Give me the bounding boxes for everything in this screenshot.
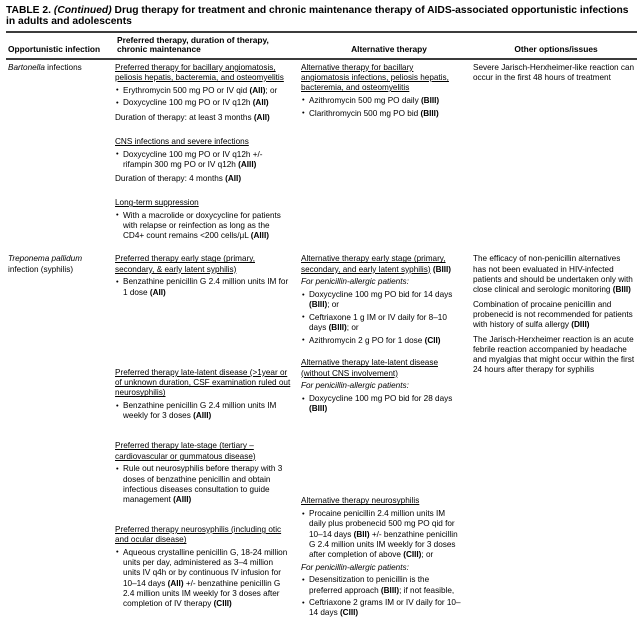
bullet-icon: •: [302, 574, 305, 584]
preferred-subrow: [115, 63, 291, 242]
infection-name: [8, 254, 115, 618]
bullet-icon: •: [302, 597, 305, 607]
alternative-subrow: [301, 254, 461, 358]
bullet-icon: •: [116, 400, 119, 410]
therapy-heading-text: Alternative therapy for bacillary angiomatosis infections, peliosis hepatis, bacteremia, and osteomyelitis: [301, 62, 449, 93]
infection-name: [8, 63, 115, 242]
bullet-icon: •: [302, 108, 305, 118]
therapy-bullet: [115, 98, 291, 108]
issue-paragraph: The Jarisch-Herxheimer reaction is an acute febrile reaction accompanied by headache and myalgias that might occur within the first 24 hours after therapy for syphilis: [473, 334, 635, 375]
therapy-bullet-text: Procaine penicillin 2.4 million units IM daily plus probenecid 500 mg PO qid for 10–14 days (BII) +/- benzathine penicillin G 2.4 million units IM weekly for 3 doses after completion of above (CIII); or: [309, 509, 458, 559]
issue-paragraph: Combination of procaine penicillin and probenecid is not recommended for patients with history of sulfa allergy (DIII): [473, 299, 633, 330]
table-row: [8, 63, 637, 242]
therapy-block: [115, 63, 291, 123]
therapy-bullet-text: Doxycycline 100 mg PO bid for 28 days (BIII): [309, 394, 453, 414]
therapy-bullet: [115, 464, 291, 505]
therapy-bullet: [301, 96, 461, 106]
therapy-bullet: [301, 509, 461, 560]
therapy-block: [115, 198, 291, 241]
infection-name-rest: infection (syphilis): [8, 264, 74, 274]
bullet-icon: •: [302, 508, 305, 518]
preferred-subrow: [115, 368, 291, 442]
therapy-note: For penicillin-allergic patients:: [301, 381, 409, 391]
therapy-heading-text: Alternative therapy neurosyphilis: [301, 496, 420, 506]
therapy-block: [115, 441, 291, 505]
therapy-bullet-text: Rule out neurosyphilis before therapy with 3 doses of benzathine penicillin and obtain infectious diseases consultation to guide management (AIII): [123, 464, 283, 504]
bullet-icon: •: [116, 276, 119, 286]
therapy-block: [301, 496, 461, 618]
therapy-bullet-text: Desensitization to penicillin is the preferred approach (BIII); if not feasible,: [309, 575, 455, 595]
bullet-icon: •: [302, 312, 305, 322]
therapy-block: [301, 254, 461, 346]
therapy-heading: [115, 441, 291, 461]
therapy-heading: [115, 254, 291, 274]
therapy-bullet: [301, 336, 461, 346]
table-header-row: [6, 33, 637, 58]
therapy-bullet: [115, 86, 291, 96]
bullet-icon: •: [116, 97, 119, 107]
therapy-heading-text: Preferred therapy early stage (primary, secondary, & early latent syphilis): [115, 254, 255, 274]
therapy-block: [115, 137, 291, 184]
therapy-bullet: [301, 598, 461, 618]
therapy-heading-text: Long-term suppression: [115, 198, 199, 208]
therapy-bullet: [115, 150, 291, 170]
alternative-therapy-cell: [301, 254, 473, 618]
infection-name-rest: infections: [44, 62, 82, 72]
therapy-heading: [115, 525, 291, 545]
therapy-heading: [115, 368, 291, 399]
therapy-paragraph: Duration of therapy: at least 3 months (AII): [115, 112, 270, 122]
bullet-icon: •: [302, 335, 305, 345]
therapy-bullet: [115, 277, 291, 297]
bullet-icon: •: [116, 85, 119, 95]
other-options-cell: [473, 63, 637, 242]
therapy-heading: [115, 63, 291, 83]
therapy-bullet-text: Aqueous crystalline penicillin G, 18-24 million units per day, administered as 3–4 million units IV q4h or by continuous IV infusion for 10–14 days (AII) +/- benzathine penicillin G 2.4 million units IM weekly for 3 doses after completion of IV therapy (CIII): [123, 547, 288, 608]
preferred-subrow: [115, 525, 291, 619]
alternative-therapy-cell: [301, 63, 473, 242]
column-header-alternative-therapy: Alternative therapy: [351, 44, 427, 55]
therapy-bullet: [115, 548, 291, 609]
infection-name-species: Bartonella: [8, 62, 45, 72]
table-title: [6, 5, 637, 28]
therapy-heading-text: Preferred therapy late-stage (tertiary – cardiovascular or gummatous disease): [115, 441, 256, 461]
therapy-bullet: [301, 313, 461, 333]
column-header-opportunistic-infection: Opportunistic infection: [8, 44, 101, 55]
therapy-bullet-text: With a macrolide or doxycycline for patients with relapse or reinfection as long as the CD4+ count remains <200 cells/μL (AIII): [123, 210, 281, 241]
therapy-bullet-text: Erythromycin 500 mg PO or IV qid (AII); or: [123, 85, 278, 95]
therapy-bullet-text: Benzathine penicillin G 2.4 million units IM for 1 dose (AII): [123, 277, 289, 297]
therapy-bullet: [301, 394, 461, 414]
therapy-heading: [301, 496, 461, 506]
column-header-other-options: Other options/issues: [514, 44, 598, 55]
bullet-icon: •: [302, 289, 305, 299]
bullet-icon: •: [116, 463, 119, 473]
therapy-heading-text: CNS infections and severe infections: [115, 136, 249, 146]
table-body: [6, 60, 637, 619]
therapy-block: [115, 254, 291, 297]
therapy-bullet: [115, 401, 291, 421]
therapy-heading: [115, 198, 291, 208]
therapy-bullet-text: Ceftriaxone 2 grams IM or IV daily for 10–14 days (CIII): [309, 598, 461, 618]
other-options-cell: [473, 254, 637, 618]
therapy-block: [301, 358, 461, 414]
alternative-subrow: [301, 63, 461, 119]
therapy-heading-text: Preferred therapy late-latent disease (>1year or of unknown duration, CSF examination ruled out neurosyphilis): [115, 367, 291, 398]
therapy-bullet: [301, 290, 461, 310]
therapy-heading-text: Alternative therapy late-latent disease (without CNS involvement): [301, 358, 438, 378]
therapy-bullet-text: Clarithromycin 500 mg PO bid (BIII): [309, 108, 439, 118]
therapy-heading: [115, 137, 291, 147]
therapy-heading-text: Preferred therapy neurosyphilis (including otic and ocular disease): [115, 525, 282, 545]
therapy-block: [115, 368, 291, 422]
preferred-subrow: [115, 441, 291, 525]
table-title-prefix: TABLE 2.: [6, 5, 52, 16]
alternative-subrow: [301, 496, 461, 618]
preferred-therapy-cell: [115, 63, 301, 242]
infection-name-species: Treponema pallidum: [8, 254, 83, 264]
alternative-subrow: [301, 358, 461, 422]
table-title-text: Drug therapy for treatment and chronic maintenance therapy of AIDS-associated opportunistic infections in adults and adolescents: [6, 5, 629, 28]
therapy-bullet-text: Doxycycline 100 mg PO bid for 14 days (BIII); or: [309, 290, 453, 310]
bullet-icon: •: [116, 210, 119, 220]
therapy-bullet-text: Ceftriaxone 1 g IM or IV daily for 8–10 days (BIII); or: [309, 312, 447, 333]
therapy-heading-text: Preferred therapy for bacillary angiomatosis, peliosis hepatis, bacteremia, and osteomyelitis: [115, 62, 284, 82]
therapy-bullet: [301, 109, 461, 119]
therapy-bullet-text: Azithromycin 2 g PO for 1 dose (CII): [309, 335, 441, 345]
issue-paragraph: Severe Jarisch-Herxheimer-like reaction can occur in the first 48 hours of treatment: [473, 62, 635, 82]
therapy-bullet-text: Doxycycline 100 mg PO or IV q12h (AII): [123, 98, 269, 108]
therapy-heading: [301, 63, 461, 94]
therapy-heading-text: Alternative therapy early stage (primary, secondary, and early latent syphilis): [301, 254, 446, 274]
bullet-icon: •: [116, 149, 119, 158]
therapy-heading: [301, 358, 461, 378]
bullet-icon: •: [302, 393, 305, 403]
therapy-heading: [301, 254, 461, 274]
therapy-bullet: [115, 211, 291, 242]
therapy-bullet-text: Benzathine penicillin G 2.4 million units IM weekly for 3 doses (AIII): [123, 401, 277, 421]
therapy-note: For penicillin-allergic patients:: [301, 277, 409, 287]
bullet-icon: •: [116, 547, 119, 557]
therapy-paragraph: Duration of therapy: 4 months (AII): [115, 173, 242, 183]
column-header-preferred-therapy: Preferred therapy, duration of therapy, chronic maintenance: [117, 34, 269, 55]
preferred-subrow: [115, 254, 291, 368]
bullet-icon: •: [302, 95, 305, 105]
therapy-heading-grade: (BIII): [430, 264, 452, 274]
therapy-bullet-text: Azithromycin 500 mg PO daily (BIII): [309, 95, 440, 105]
therapy-bullet-text: Doxycycline 100 mg PO or IV q12h +/- rifampin 300 mg PO or IV q12h (AIII): [123, 149, 263, 169]
preferred-therapy-cell: [115, 254, 301, 618]
table-title-continued: (Continued): [53, 5, 112, 16]
issue-paragraph: The efficacy of non-penicillin alternatives has not been evaluated in HIV-infected patients and should be undertaken only with close clinical and serologic monitoring (BIII): [473, 254, 633, 295]
therapy-note: For penicillin-allergic patients:: [301, 562, 409, 572]
therapy-block: [115, 525, 291, 609]
table-row: [8, 254, 637, 618]
therapy-bullet: [301, 575, 461, 595]
therapy-block: [301, 63, 461, 119]
